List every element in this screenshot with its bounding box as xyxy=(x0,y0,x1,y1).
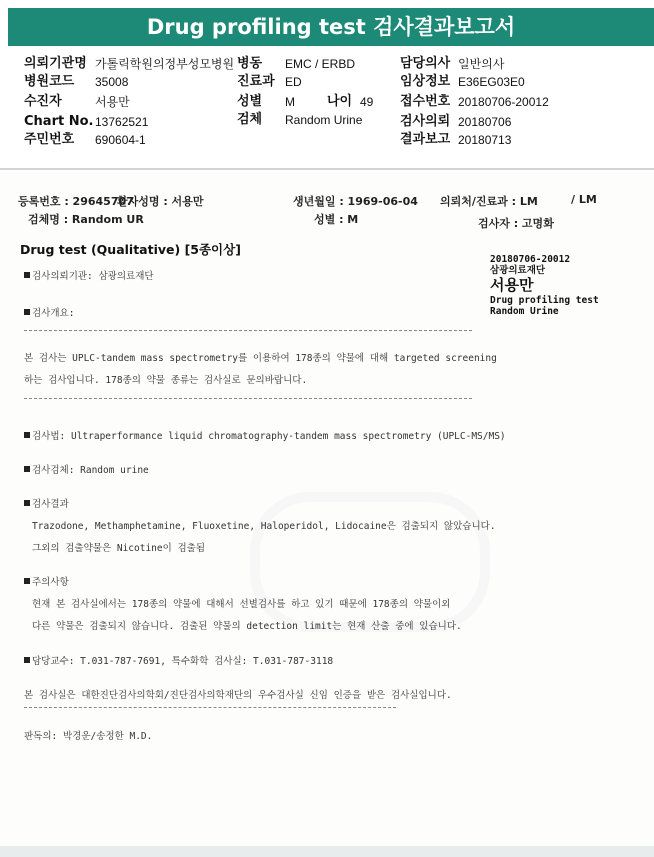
report-line-text: 판독의: 박경운/송정한 M.D. xyxy=(24,731,153,742)
report-line-text: 담당교수: T.031-787-7691, 특수화학 검사실: T.031-787-3118 xyxy=(32,656,334,667)
info-value: 690604-1 xyxy=(95,133,146,147)
tester-name: 검사자 : 고명화 xyxy=(478,217,554,230)
requesting-department-2: / LM xyxy=(571,193,597,206)
specimen-label xyxy=(490,254,599,317)
label-accession: 20180706-20012 xyxy=(490,254,571,265)
patient-sex: 성별 : M xyxy=(314,213,359,226)
bullet-icon xyxy=(24,578,30,584)
info-value: 49 xyxy=(360,95,374,109)
patient-info-table xyxy=(0,46,654,170)
page-footer xyxy=(0,846,654,857)
report-line-text: 하는 검사입니다. 178종의 약물 종류는 검사실로 문의바랍니다. xyxy=(24,375,308,386)
bullet-icon xyxy=(24,500,30,506)
report-line xyxy=(24,653,333,667)
info-label: 나이 xyxy=(327,94,353,109)
info-label: 수진자 xyxy=(24,94,62,109)
report-line xyxy=(24,574,69,588)
report-line-text: 검사검체: Random urine xyxy=(32,465,149,476)
report-line-text: 본 검사는 UPLC-tandem mass spectrometry를 이용하여 178종의 약물에 대해 targeted screening xyxy=(24,353,497,364)
info-label: 성별 xyxy=(237,94,263,109)
info-label: 검사의뢰 xyxy=(400,114,451,129)
label-test: Drug profiling test xyxy=(490,295,599,306)
info-value: E36EG03E0 xyxy=(458,75,525,89)
info-label: 병동 xyxy=(237,56,263,71)
info-label: 진료과 xyxy=(237,74,275,89)
info-value: EMC / ERBD xyxy=(285,57,356,71)
report-line xyxy=(24,268,154,282)
report-line-text: 다른 약물은 검출되지 않습니다. 검출된 약물의 detection limit는 현재 산출 중에 있습니다. xyxy=(32,621,462,632)
bullet-icon xyxy=(24,657,30,663)
info-value: 20180713 xyxy=(458,133,512,147)
bullet-icon xyxy=(24,432,30,438)
report-line xyxy=(24,305,74,319)
report-line xyxy=(24,428,506,442)
report-line-text: Trazodone, Methamphetamine, Fluoxetine, Haloperidol, Lidocaine은 검출되지 않았습니다. xyxy=(32,521,496,532)
bullet-icon xyxy=(24,272,30,278)
info-label: Chart No. xyxy=(24,114,94,129)
info-value: 13762521 xyxy=(95,115,149,129)
info-value: ED xyxy=(285,75,302,89)
patient-name: 환자성명 : 서용만 xyxy=(117,195,204,208)
info-label: 접수번호 xyxy=(400,94,451,109)
info-label: 임상정보 xyxy=(400,74,451,89)
watermark-seal xyxy=(250,492,490,632)
info-value: 일반의사 xyxy=(458,57,505,71)
info-label: 병원코드 xyxy=(24,74,75,89)
info-label: 검체 xyxy=(237,112,263,127)
info-value: M xyxy=(285,95,295,109)
label-patient-name: 서용만 xyxy=(490,276,534,294)
info-value: 35008 xyxy=(95,75,129,89)
report-line-text: 검사법: Ultraperformance liquid chromatography-tandem mass spectrometry (UPLC-MS/MS) xyxy=(32,431,506,442)
info-value: Random Urine xyxy=(285,113,363,127)
specimen-name: 검체명 : Random UR xyxy=(28,213,144,226)
birth-date: 생년월일 : 1969-06-04 xyxy=(293,195,418,208)
info-label: 담당의사 xyxy=(400,56,451,71)
bullet-icon xyxy=(24,309,30,315)
test-title: Drug test (Qualitative) [5종이상] xyxy=(20,242,241,257)
dashed-divider xyxy=(24,330,472,331)
registration-number: 등록번호 : 29645707 xyxy=(18,195,134,208)
report-line-text: 주의사항 xyxy=(32,577,69,588)
info-label: 결과보고 xyxy=(400,132,451,147)
report-line xyxy=(24,496,69,510)
report-banner: Drug profiling test 검사결과보고서 xyxy=(8,8,654,46)
bullet-icon xyxy=(24,466,30,472)
info-value: 20180706-20012 xyxy=(458,95,549,109)
report-line-text: 검사의뢰기관: 삼광의료재단 xyxy=(32,271,154,282)
dashed-divider xyxy=(24,707,396,708)
report-line-text: 그외의 검출약물은 Nicotine이 검출됨 xyxy=(32,543,206,554)
info-label: 주민번호 xyxy=(24,132,75,147)
info-value: 20180706 xyxy=(458,115,512,129)
report-line-text: 본 검사실은 대한진단검사의학회/진단검사의학재단의 우수검사실 신임 인증을 받은 검사실입니다. xyxy=(24,690,452,701)
report-line-text: 현재 본 검사실에서는 178종의 약물에 대해서 선별검사를 하고 있기 때문에 178종의 약물이외 xyxy=(32,599,451,610)
report-line xyxy=(24,462,149,476)
section-divider xyxy=(0,168,654,170)
info-value: 가톨릭학원의정부성모병원 xyxy=(95,57,235,71)
dashed-divider xyxy=(24,398,472,399)
info-value: 서용만 xyxy=(95,95,130,109)
report-sheet xyxy=(0,172,654,846)
report-line-text: 검사개요: xyxy=(32,308,75,319)
info-label: 의뢰기관명 xyxy=(24,56,87,71)
label-specimen: Random Urine xyxy=(490,306,559,317)
label-lab: 삼광의료재단 xyxy=(490,265,546,276)
report-line-text: 검사결과 xyxy=(32,499,69,510)
requesting-department: 의뢰처/진료과 : LM xyxy=(440,195,538,208)
